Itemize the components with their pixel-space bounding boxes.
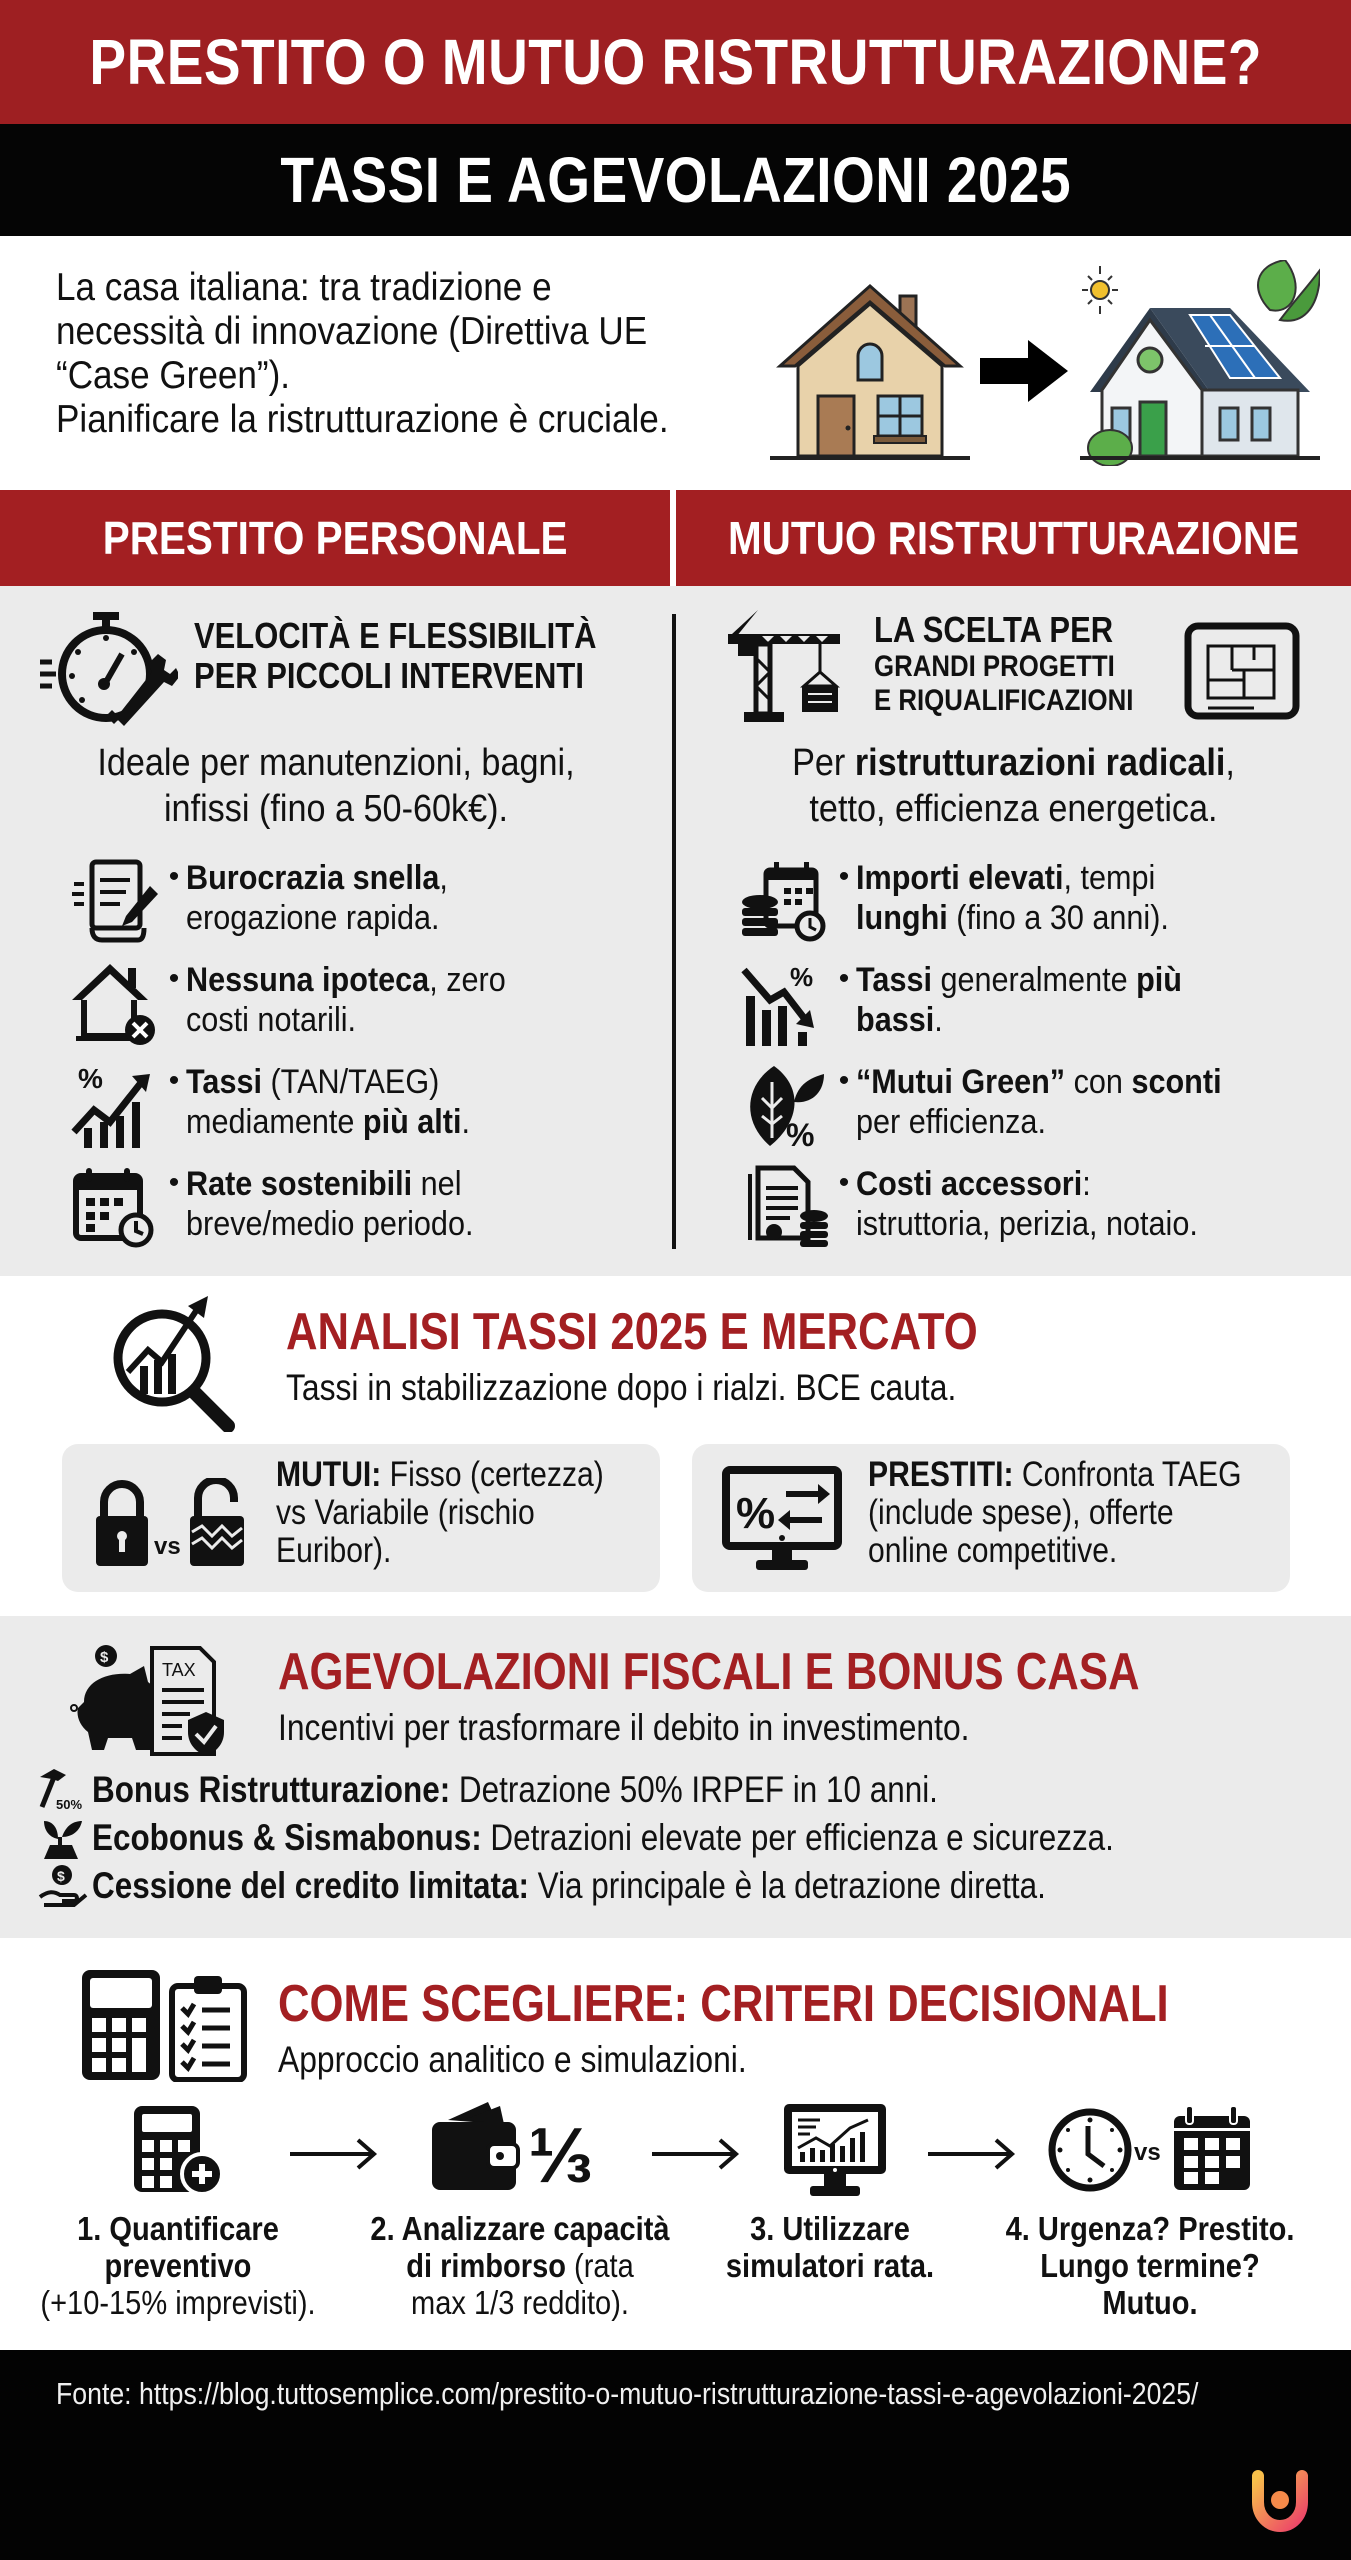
bullet-dot: • — [168, 962, 180, 995]
bullet-text: Rate sostenibili nel breve/medio periodo. — [186, 1165, 474, 1243]
intro-line: La casa italiana: tra tradizione e — [56, 266, 552, 309]
column-header-label: MUTUO RISTRUTTURAZIONE — [727, 512, 1300, 564]
bullet-dot: • — [168, 1166, 180, 1199]
incentive-text: Bonus Ristrutturazione: Detrazione 50% IRPEF in 10 anni. — [92, 1769, 938, 1810]
svg-text:50%: 50% — [56, 1797, 83, 1812]
flow-arrow-icon — [650, 2134, 740, 2174]
incentive-item — [36, 1814, 1294, 1862]
svg-text:%: % — [78, 1063, 103, 1094]
incentive-text: Ecobonus & Sismabonus: Detrazioni elevate per efficienza e sicurezza. — [92, 1817, 1114, 1858]
svg-text:$: $ — [100, 1649, 109, 1666]
mutuo-bullet-list — [740, 858, 1262, 1266]
mutuo-title-line: GRANDI PROGETTI — [874, 650, 1115, 683]
page-subtitle: TASSI E AGEVOLAZIONI 2025 — [280, 144, 1071, 216]
intro-text — [56, 266, 686, 442]
stopwatch-wrench-icon — [38, 610, 178, 730]
criteria-step-2: 2. Analizzare capacità di rimborso (rata max 1/3 reddito). — [370, 2210, 670, 2321]
monitor-chart-icon — [780, 2100, 890, 2200]
mutuo-description: Per ristrutturazioni radicali, tetto, efficienza energetica. — [792, 742, 1235, 830]
bullet-text: Tassi (TAN/TAEG) mediamente più alti. — [186, 1063, 471, 1141]
page-title: PRESTITO O MUTUO RISTRUTTURAZIONE? — [89, 26, 1262, 98]
incentives-title: AGEVOLAZIONI FISCALI E BONUS CASA — [278, 1643, 1140, 1701]
plant-icon — [36, 1815, 92, 1861]
flow-arrow-icon — [288, 2134, 378, 2174]
analysis-title: ANALISI TASSI 2025 E MERCATO — [286, 1303, 978, 1361]
monitor-percent-icon — [722, 1466, 842, 1576]
column-header-prestito — [0, 490, 670, 586]
incentive-item — [36, 1862, 1294, 1910]
mutuo-bullet — [740, 1164, 1262, 1266]
bullet-dot: • — [168, 860, 180, 893]
bullet-text: “Mutui Green” con sconti per efficienza. — [856, 1063, 1222, 1141]
piggybank-tax-icon — [70, 1642, 260, 1762]
column-header-label: PRESTITO PERSONALE — [102, 512, 568, 564]
blueprint-icon — [1184, 622, 1300, 722]
subtitle-banner — [0, 124, 1351, 236]
mutuo-bullet — [740, 858, 1262, 960]
brand-logo-icon — [1250, 2470, 1310, 2532]
hand-coin-icon — [36, 1863, 92, 1909]
magnifier-chart-icon — [104, 1296, 240, 1432]
hammer-50-icon — [36, 1767, 92, 1813]
comparison-section — [0, 586, 1351, 1276]
intro-line: Pianificare la ristrutturazione è cruciale. — [56, 398, 669, 441]
intro-section — [0, 236, 1351, 490]
svg-text:%: % — [790, 962, 814, 992]
green-house-icon — [1080, 260, 1320, 466]
falling-chart-percent-icon — [740, 960, 832, 1048]
calendar-clock-icon — [70, 1164, 162, 1252]
coins-calendar-icon — [740, 858, 832, 946]
mutuo-title-line: LA SCELTA PER — [874, 609, 1114, 650]
svg-text:$: $ — [57, 1868, 65, 1884]
bullet-dot: • — [838, 1064, 850, 1097]
criteria-subtitle: Approccio analitico e simulazioni. — [278, 2039, 747, 2080]
document-pen-icon — [70, 858, 162, 946]
criteria-title: COME SCEGLIERE: CRITERI DECISIONALI — [278, 1975, 1169, 2033]
prestito-title-line: PER PICCOLI INTERVENTI — [194, 655, 584, 696]
mutuo-bullet — [740, 960, 1262, 1062]
prestito-bullet-list — [70, 858, 541, 1266]
prestito-description — [34, 740, 639, 832]
mutuo-title-line: E RIQUALIFICAZIONI — [874, 684, 1134, 717]
calculator-checklist-icon — [80, 1968, 250, 2082]
bullet-text: Importi elevati, tempi lunghi (fino a 30 anni). — [856, 859, 1169, 937]
house-x-icon — [70, 960, 162, 1048]
bullet-dot: • — [168, 1064, 180, 1097]
prestito-bullet — [70, 1062, 541, 1164]
svg-text:vs: vs — [1134, 2139, 1161, 2166]
calculator-plus-icon — [130, 2102, 226, 2198]
old-house-icon — [770, 276, 970, 466]
svg-text:TAX: TAX — [162, 1660, 196, 1680]
svg-text:%: % — [786, 1117, 815, 1150]
footer — [0, 2350, 1351, 2560]
bullet-text: Tassi generalmente più bassi. — [856, 961, 1182, 1039]
bullet-text: Costi accessori: istruttoria, perizia, notaio. — [856, 1165, 1198, 1243]
mutui-card — [62, 1444, 660, 1592]
svg-text:vs: vs — [154, 1533, 181, 1560]
svg-text:%: % — [736, 1489, 776, 1538]
column-divider — [672, 614, 676, 1249]
percent-rising-chart-icon — [70, 1062, 162, 1150]
prestito-desc-line: infissi (fino a 50-60k€). — [163, 788, 509, 830]
prestito-title-line: VELOCITÀ E FLESSIBILITÀ — [194, 615, 597, 656]
lock-vs-unlock-icon — [90, 1478, 260, 1568]
intro-line: necessità di innovazione (Direttiva UE — [56, 310, 648, 353]
rates-analysis-section — [0, 1276, 1351, 1616]
column-header-mutuo — [676, 490, 1351, 586]
incentive-text: Cessione del credito limitata: Via principale è la detrazione diretta. — [92, 1865, 1046, 1906]
certificate-coins-icon — [740, 1164, 832, 1252]
prestito-desc-line: Ideale per manutenzioni, bagni, — [97, 742, 575, 784]
wallet-third-icon — [428, 2098, 608, 2198]
prestito-bullet — [70, 858, 541, 960]
prestiti-card-text: PRESTITI: Confronta TAEG (include spese), offerte online competitive. — [868, 1455, 1242, 1570]
prestito-title — [194, 616, 662, 696]
bullet-text: Burocrazia snella, erogazione rapida. — [186, 859, 448, 937]
prestiti-card — [692, 1444, 1290, 1592]
mutui-card-text: MUTUI: Fisso (certezza) vs Variabile (rischio Euribor). — [276, 1455, 604, 1570]
bullet-text: Nessuna ipoteca, zero costi notarili. — [186, 961, 506, 1039]
mutuo-bullet — [740, 1062, 1262, 1164]
flow-arrow-icon — [926, 2134, 1016, 2174]
bullet-dot: • — [838, 962, 850, 995]
criteria-step-3: 3. Utilizzare simulatori rata. — [725, 2210, 935, 2284]
criteria-step-1: 1. Quantificare preventivo (+10-15% imprevisti). — [40, 2210, 316, 2321]
title-banner — [0, 0, 1351, 124]
incentives-list — [36, 1766, 1294, 1910]
source-link[interactable]: Fonte: https://blog.tuttosemplice.com/prestito-o-mutuo-ristrutturazione-tassi-e-agevolazioni-2025/ — [56, 2376, 1199, 2411]
crane-icon — [728, 608, 846, 726]
leaf-percent-icon — [740, 1062, 832, 1150]
bullet-dot: • — [838, 1166, 850, 1199]
svg-text:⅓: ⅓ — [528, 2111, 594, 2198]
tax-incentives-section — [0, 1616, 1351, 1938]
prestito-bullet — [70, 1164, 541, 1266]
incentive-item — [36, 1766, 1294, 1814]
prestito-bullet — [70, 960, 541, 1062]
arrow-right-icon — [980, 336, 1070, 406]
bullet-dot: • — [838, 860, 850, 893]
clock-vs-calendar-icon — [1046, 2102, 1254, 2194]
analysis-subtitle: Tassi in stabilizzazione dopo i rialzi. BCE cauta. — [286, 1367, 957, 1408]
intro-line: “Case Green”). — [56, 354, 291, 397]
decision-criteria-section — [0, 1938, 1351, 2350]
mutuo-title — [874, 610, 1176, 718]
criteria-step-4: 4. Urgenza? Prestito. Lungo termine? Mutuo. — [1005, 2210, 1295, 2321]
incentives-subtitle: Incentivi per trasformare il debito in investimento. — [278, 1707, 970, 1748]
